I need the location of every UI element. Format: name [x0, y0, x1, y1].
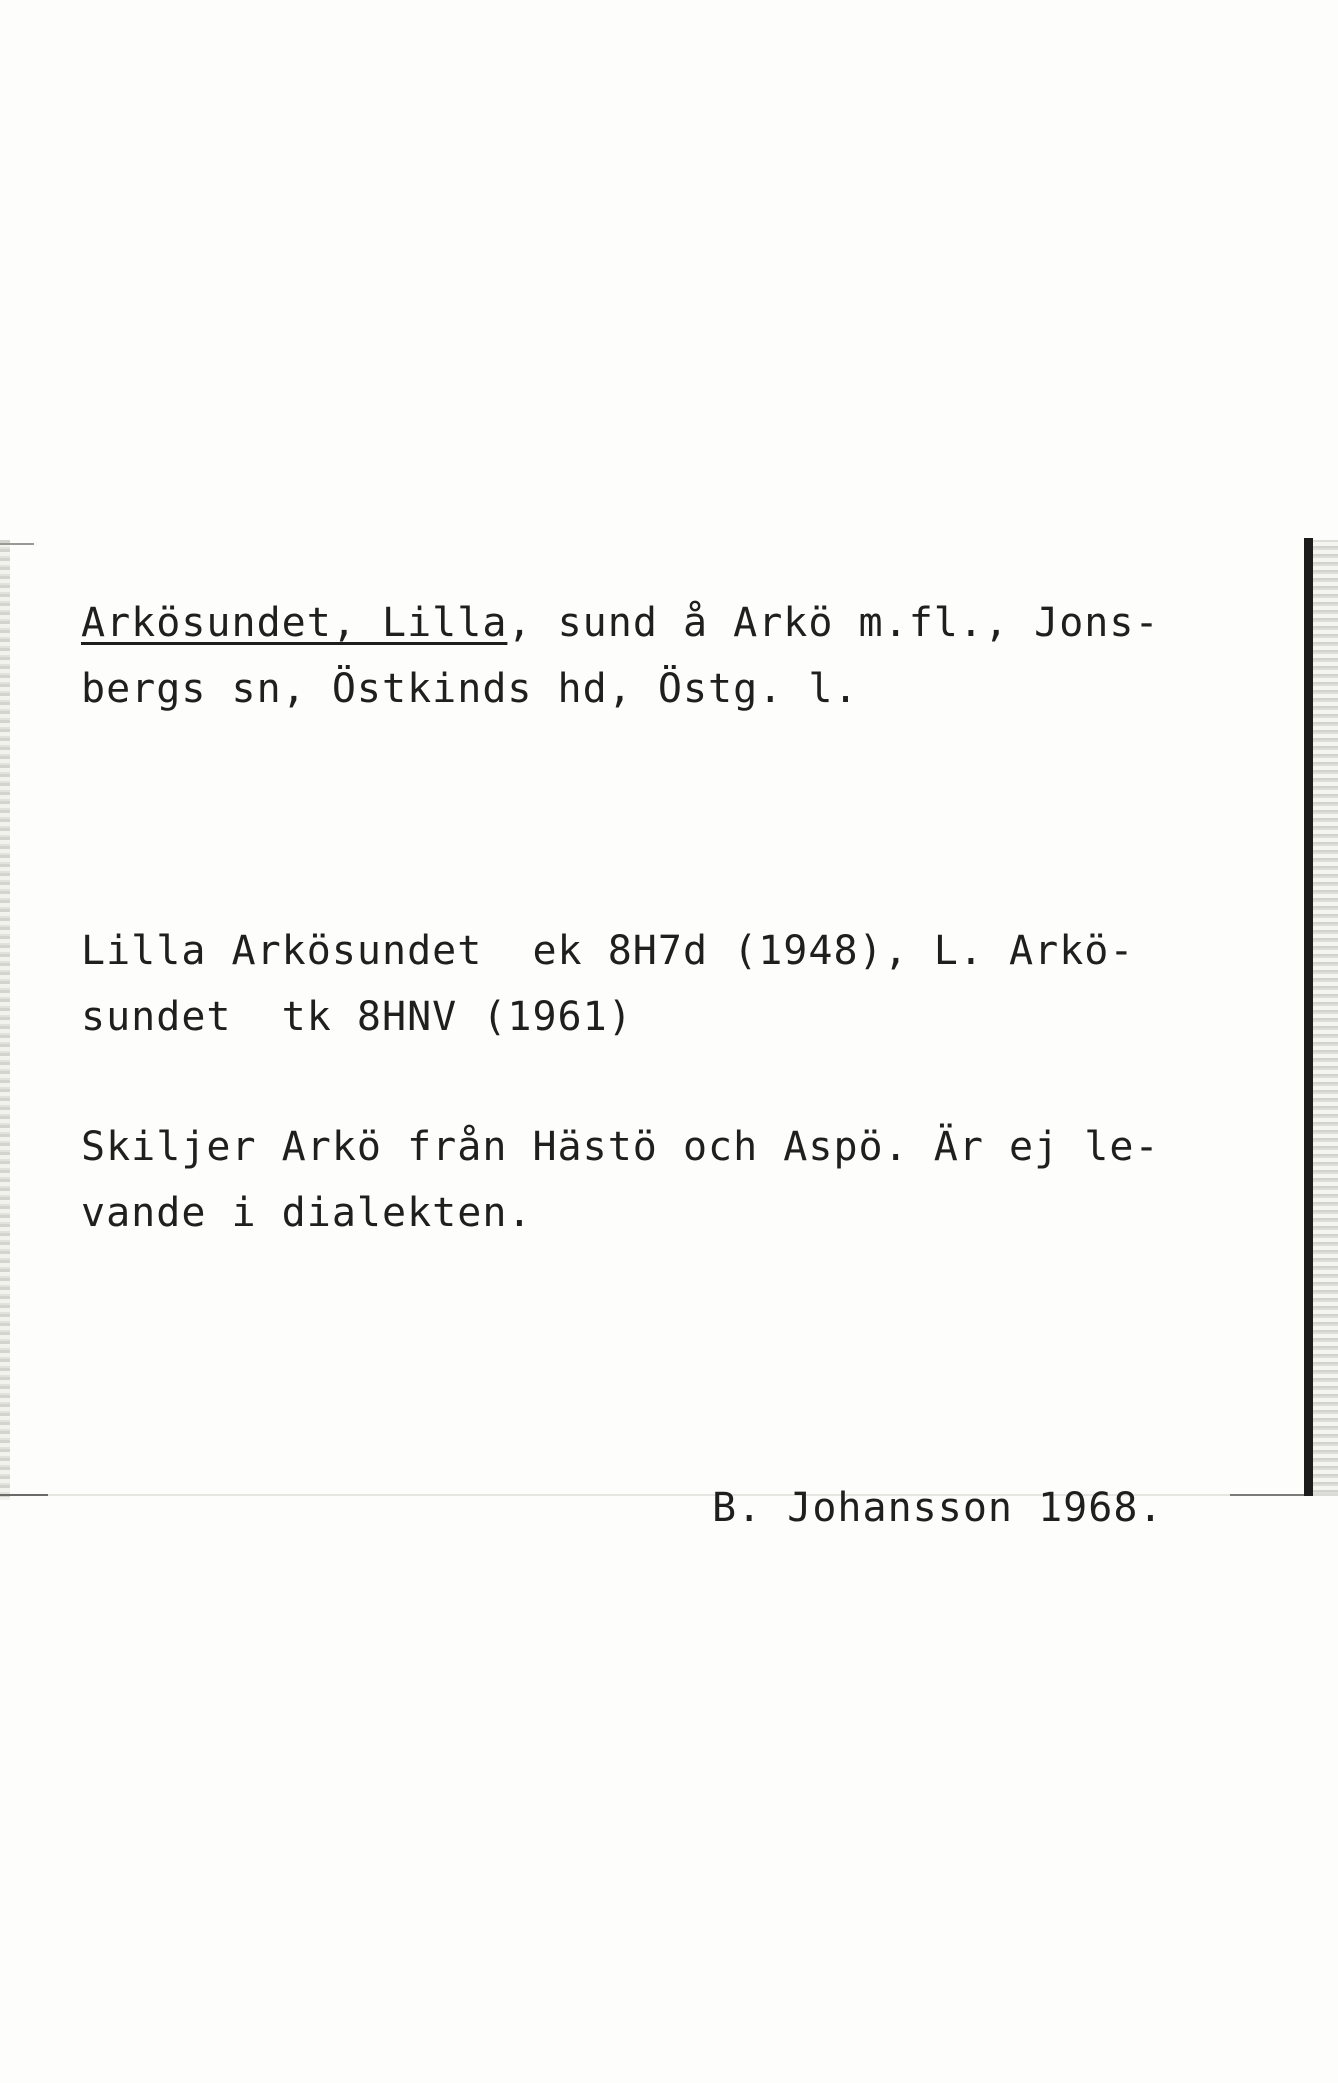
- signature: B. Johansson 1968.: [712, 1485, 1164, 1531]
- card-right-edge-bar: [1304, 538, 1313, 1496]
- heading-paragraph: [81, 590, 1160, 722]
- note-paragraph: [81, 1114, 1160, 1246]
- map-reference-paragraph: [81, 918, 1134, 1050]
- place-description: , sund å Arkö m.fl., Jons-: [507, 600, 1160, 646]
- map-reference-line-2: sundet tk 8HNV (1961): [81, 994, 633, 1040]
- heading-line-2: bergs sn, Östkinds hd, Östg. l.: [81, 666, 859, 712]
- note-line-2: vande i dialekten.: [81, 1190, 533, 1236]
- note-line-1: Skiljer Arkö från Hästö och Aspö. Är ej le-: [81, 1124, 1160, 1170]
- card-left-edge: [0, 540, 10, 1500]
- card-corner-mark: [0, 543, 34, 545]
- map-reference-line-1: Lilla Arkösundet ek 8H7d (1948), L. Arkö-: [81, 928, 1135, 974]
- card-right-fringe: [1313, 540, 1338, 1496]
- heading-line-1: [81, 590, 1160, 656]
- place-name: Arkösundet, Lilla: [81, 600, 508, 646]
